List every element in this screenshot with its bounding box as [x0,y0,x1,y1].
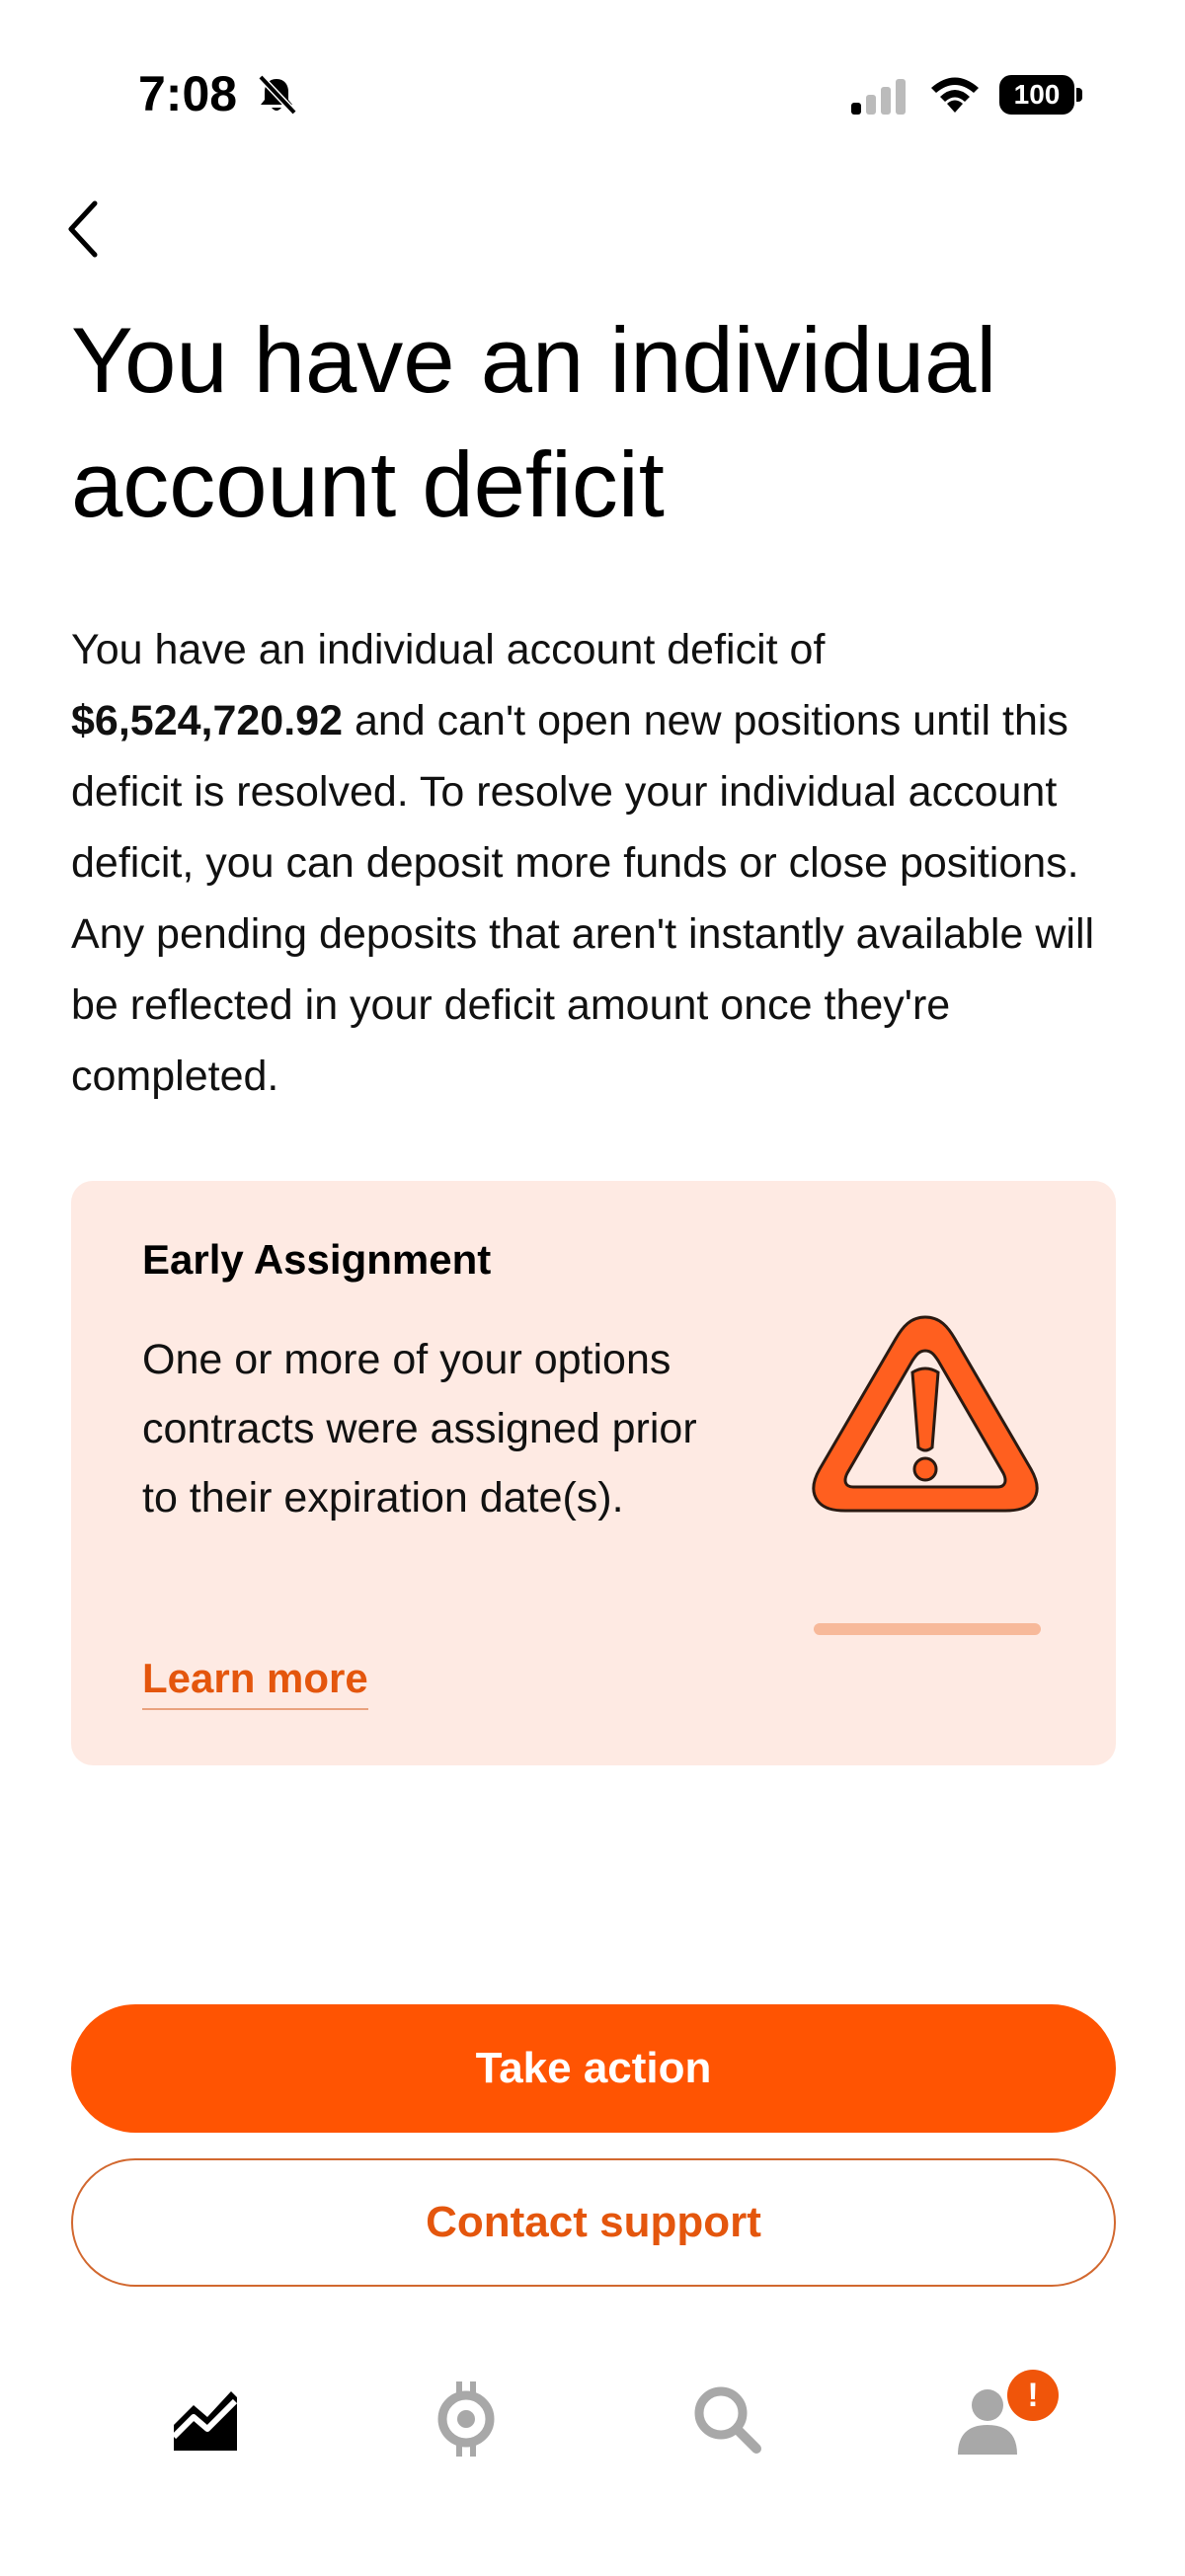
notification-badge: ! [1007,2370,1059,2421]
illustration-shadow [814,1623,1041,1635]
card-text: One or more of your options contracts were assigned prior to their expiration date(s). [142,1336,697,1522]
early-assignment-card [71,1181,1116,1765]
description-intro: You have an individual account deficit of [71,626,826,673]
nav-item-account[interactable] [928,2370,1047,2478]
nav-item-crypto[interactable] [407,2370,525,2478]
signal-icon [849,77,908,117]
battery-level: 100 [999,75,1074,115]
deficit-amount: $6,524,720.92 [71,697,343,744]
card-title: Early Assignment [142,1236,492,1283]
bottom-nav [0,2350,1185,2488]
battery-icon [999,75,1082,115]
description-rest: and can't open new positions until this deficit is resolved. To resolve your individual account deficit, you can deposit more funds or close positions. Any pending deposits that aren't instantly available will be reflected in your deficit amount once they're completed. [71,697,1095,1100]
battery-cap [1076,88,1082,102]
contact-support-button[interactable]: Contact support [71,2158,1116,2287]
page-title: You have an individual account deficit [71,308,997,536]
crypto-coin-icon [427,2380,506,2459]
nav-item-search[interactable] [668,2370,786,2478]
search-icon [687,2380,766,2459]
status-time: 7:08 [138,66,238,121]
learn-more-link[interactable]: Learn more [142,1655,368,1710]
deficit-description [71,614,1128,1112]
warning-triangle-icon [802,1299,1049,1526]
nav-item-investing[interactable] [146,2370,265,2478]
wifi-icon [928,73,982,115]
take-action-button[interactable]: Take action [71,2004,1116,2133]
bell-slash-icon [255,73,298,117]
chart-icon [166,2380,245,2459]
back-button[interactable] [51,190,120,269]
status-bar [0,0,1185,188]
chevron-left-icon [51,190,120,269]
